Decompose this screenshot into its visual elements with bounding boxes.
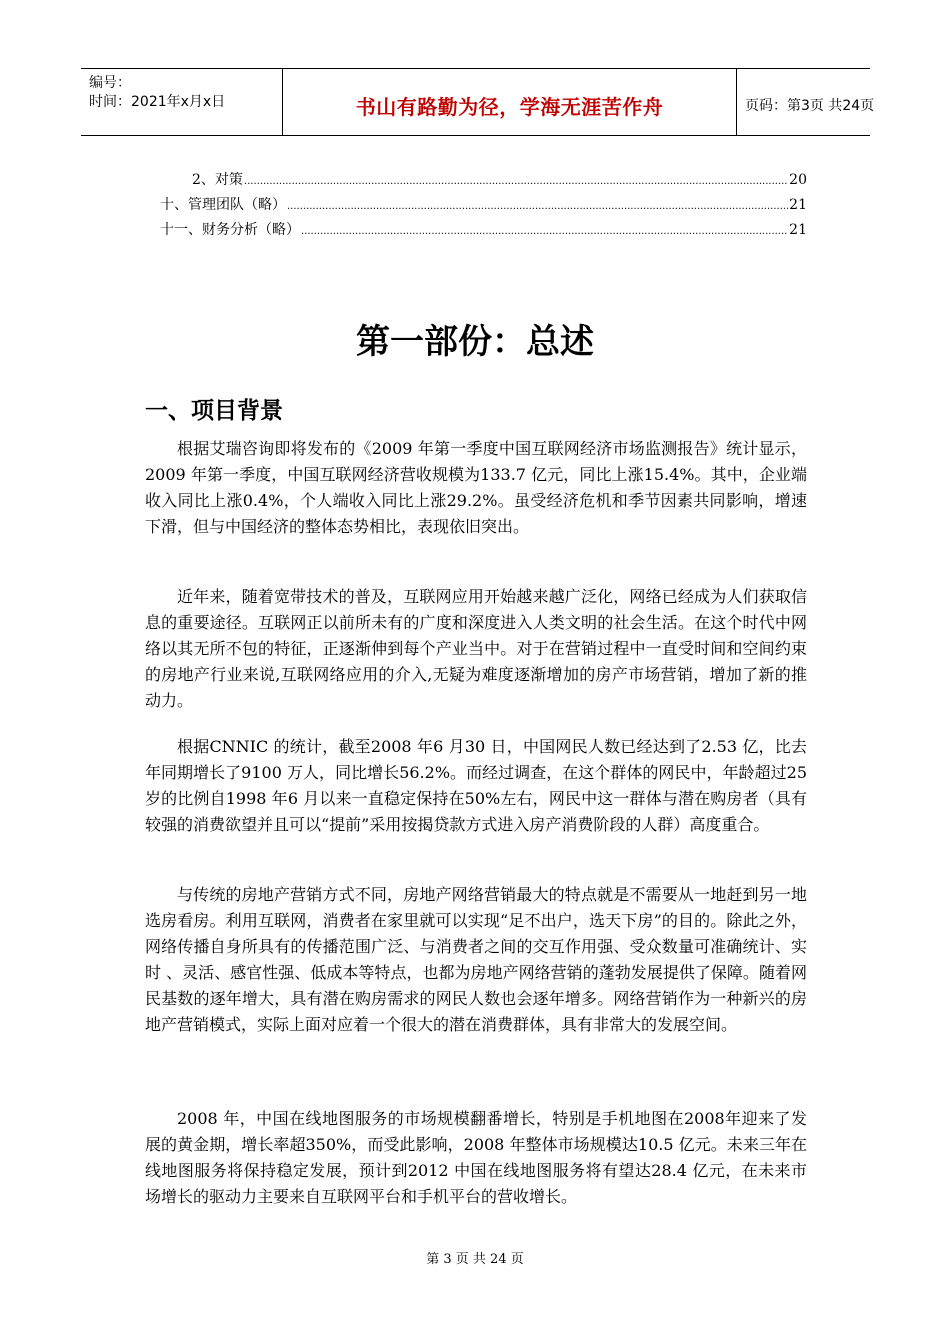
header-motto: 书山有路勤为径，学海无涯苦作舟 [355, 95, 664, 119]
header-number-label: 编号： [89, 75, 131, 91]
toc-entry-title: 十一、财务分析（略） [160, 222, 300, 238]
toc-entry-page: 20 [789, 172, 807, 188]
body-paragraph: 根据艾瑞咨询即将发布的《2009 年第一季度中国互联网经济市场监测报告》统计显示，2009 年第一季度，中国互联网经济营收规模为133.7 亿元，同比上涨15.4%。其中，企业端收入同比上涨0.4%，个人端收入同比上涨29.2%。虽受经济危机和季节因素共同影响，增速下滑，但与中国经济的整体态势相比，表现依旧突出。 [145, 439, 807, 536]
header-left-cell [81, 69, 283, 135]
header-date-label: 时间：2021年x月x日 [89, 94, 226, 110]
toc-leader-dots [244, 172, 788, 192]
toc-leader-dots [301, 222, 788, 242]
toc-entry-page: 21 [789, 197, 807, 213]
toc-leader-dots [287, 197, 788, 217]
body-paragraph: 近年来，随着宽带技术的普及，互联网应用开始越来越广泛化，网络已经成为人们获取信息的重要途径。互联网正以前所未有的广度和深度进入人类文明的社会生活。在这个时代中网络以其无所不包的特征，正逐渐伸到每个产业当中。对于在营销过程中一直受时间和空间约束的房地产行业来说,互联网络应用的介入,无疑为难度逐渐增加的房产市场营销，增加了新的推动力。 [145, 587, 807, 710]
toc-entry[interactable] [160, 220, 807, 242]
header-motto-cell [283, 69, 737, 135]
toc-entry-title: 2、对策 [192, 172, 243, 188]
body-paragraph: 根据CNNIC 的统计，截至2008 年6 月30 日，中国网民人数已经达到了2.53 亿，比去年同期增长了9100 万人，同比增长56.2%。而经过调查，在这个群体的网民中，年龄超过25岁的比例自1998 年6 月以来一直稳定保持在50%左右，网民中这一群体与潜在购房者（具有较强的消费欲望并且可以“提前”采用按揭贷款方式进入房产消费阶段的人群）高度重合。 [145, 737, 807, 834]
toc-entry-title: 十、管理团队（略） [160, 197, 286, 213]
toc-entry[interactable] [160, 195, 807, 217]
section-title: 一、项目背景 [145, 398, 283, 424]
body-paragraph: 与传统的房地产营销方式不同，房地产网络营销最大的特点就是不需要从一地赶到另一地选房看房。利用互联网，消费者在家里就可以实现“足不出户，选天下房”的目的。除此之外，网络传播自身所具有的传播范围广泛、与消费者之间的交互作用强、受众数量可准确统计、实时 、灵活、感官性强、低成本等特点，也都为房地产网络营销的蓬勃发展提供了保障。随着网民基数的逐年增大，具有潜在购房需求的网民人数也会逐年增多。网络营销作为一种新兴的房地产营销模式，实际上面对应着一个很大的潜在消费群体，具有非常大的发展空间。 [145, 885, 807, 1034]
page-header [81, 68, 875, 136]
page-footer: 第 3 页 共 24 页 [426, 1252, 524, 1267]
body-paragraph: 2008 年，中国在线地图服务的市场规模翻番增长，特别是手机地图在2008年迎来了发展的黄金期，增长率超350%，而受此影响，2008 年整体市场规模达10.5 亿元。未来三年在线地图服务将保持稳定发展，预计到2012 中国在线地图服务将有望达28.4 亿元，在未来市场增长的驱动力主要来自互联网平台和手机平台的营收增长。 [145, 1109, 807, 1206]
toc-entry[interactable] [160, 170, 807, 192]
part-title: 第一部份：总述 [356, 322, 594, 362]
toc-entry-page: 21 [789, 222, 807, 238]
header-page-info: 页码：第3页 共24页 [745, 98, 875, 114]
header-right-cell [737, 69, 875, 135]
